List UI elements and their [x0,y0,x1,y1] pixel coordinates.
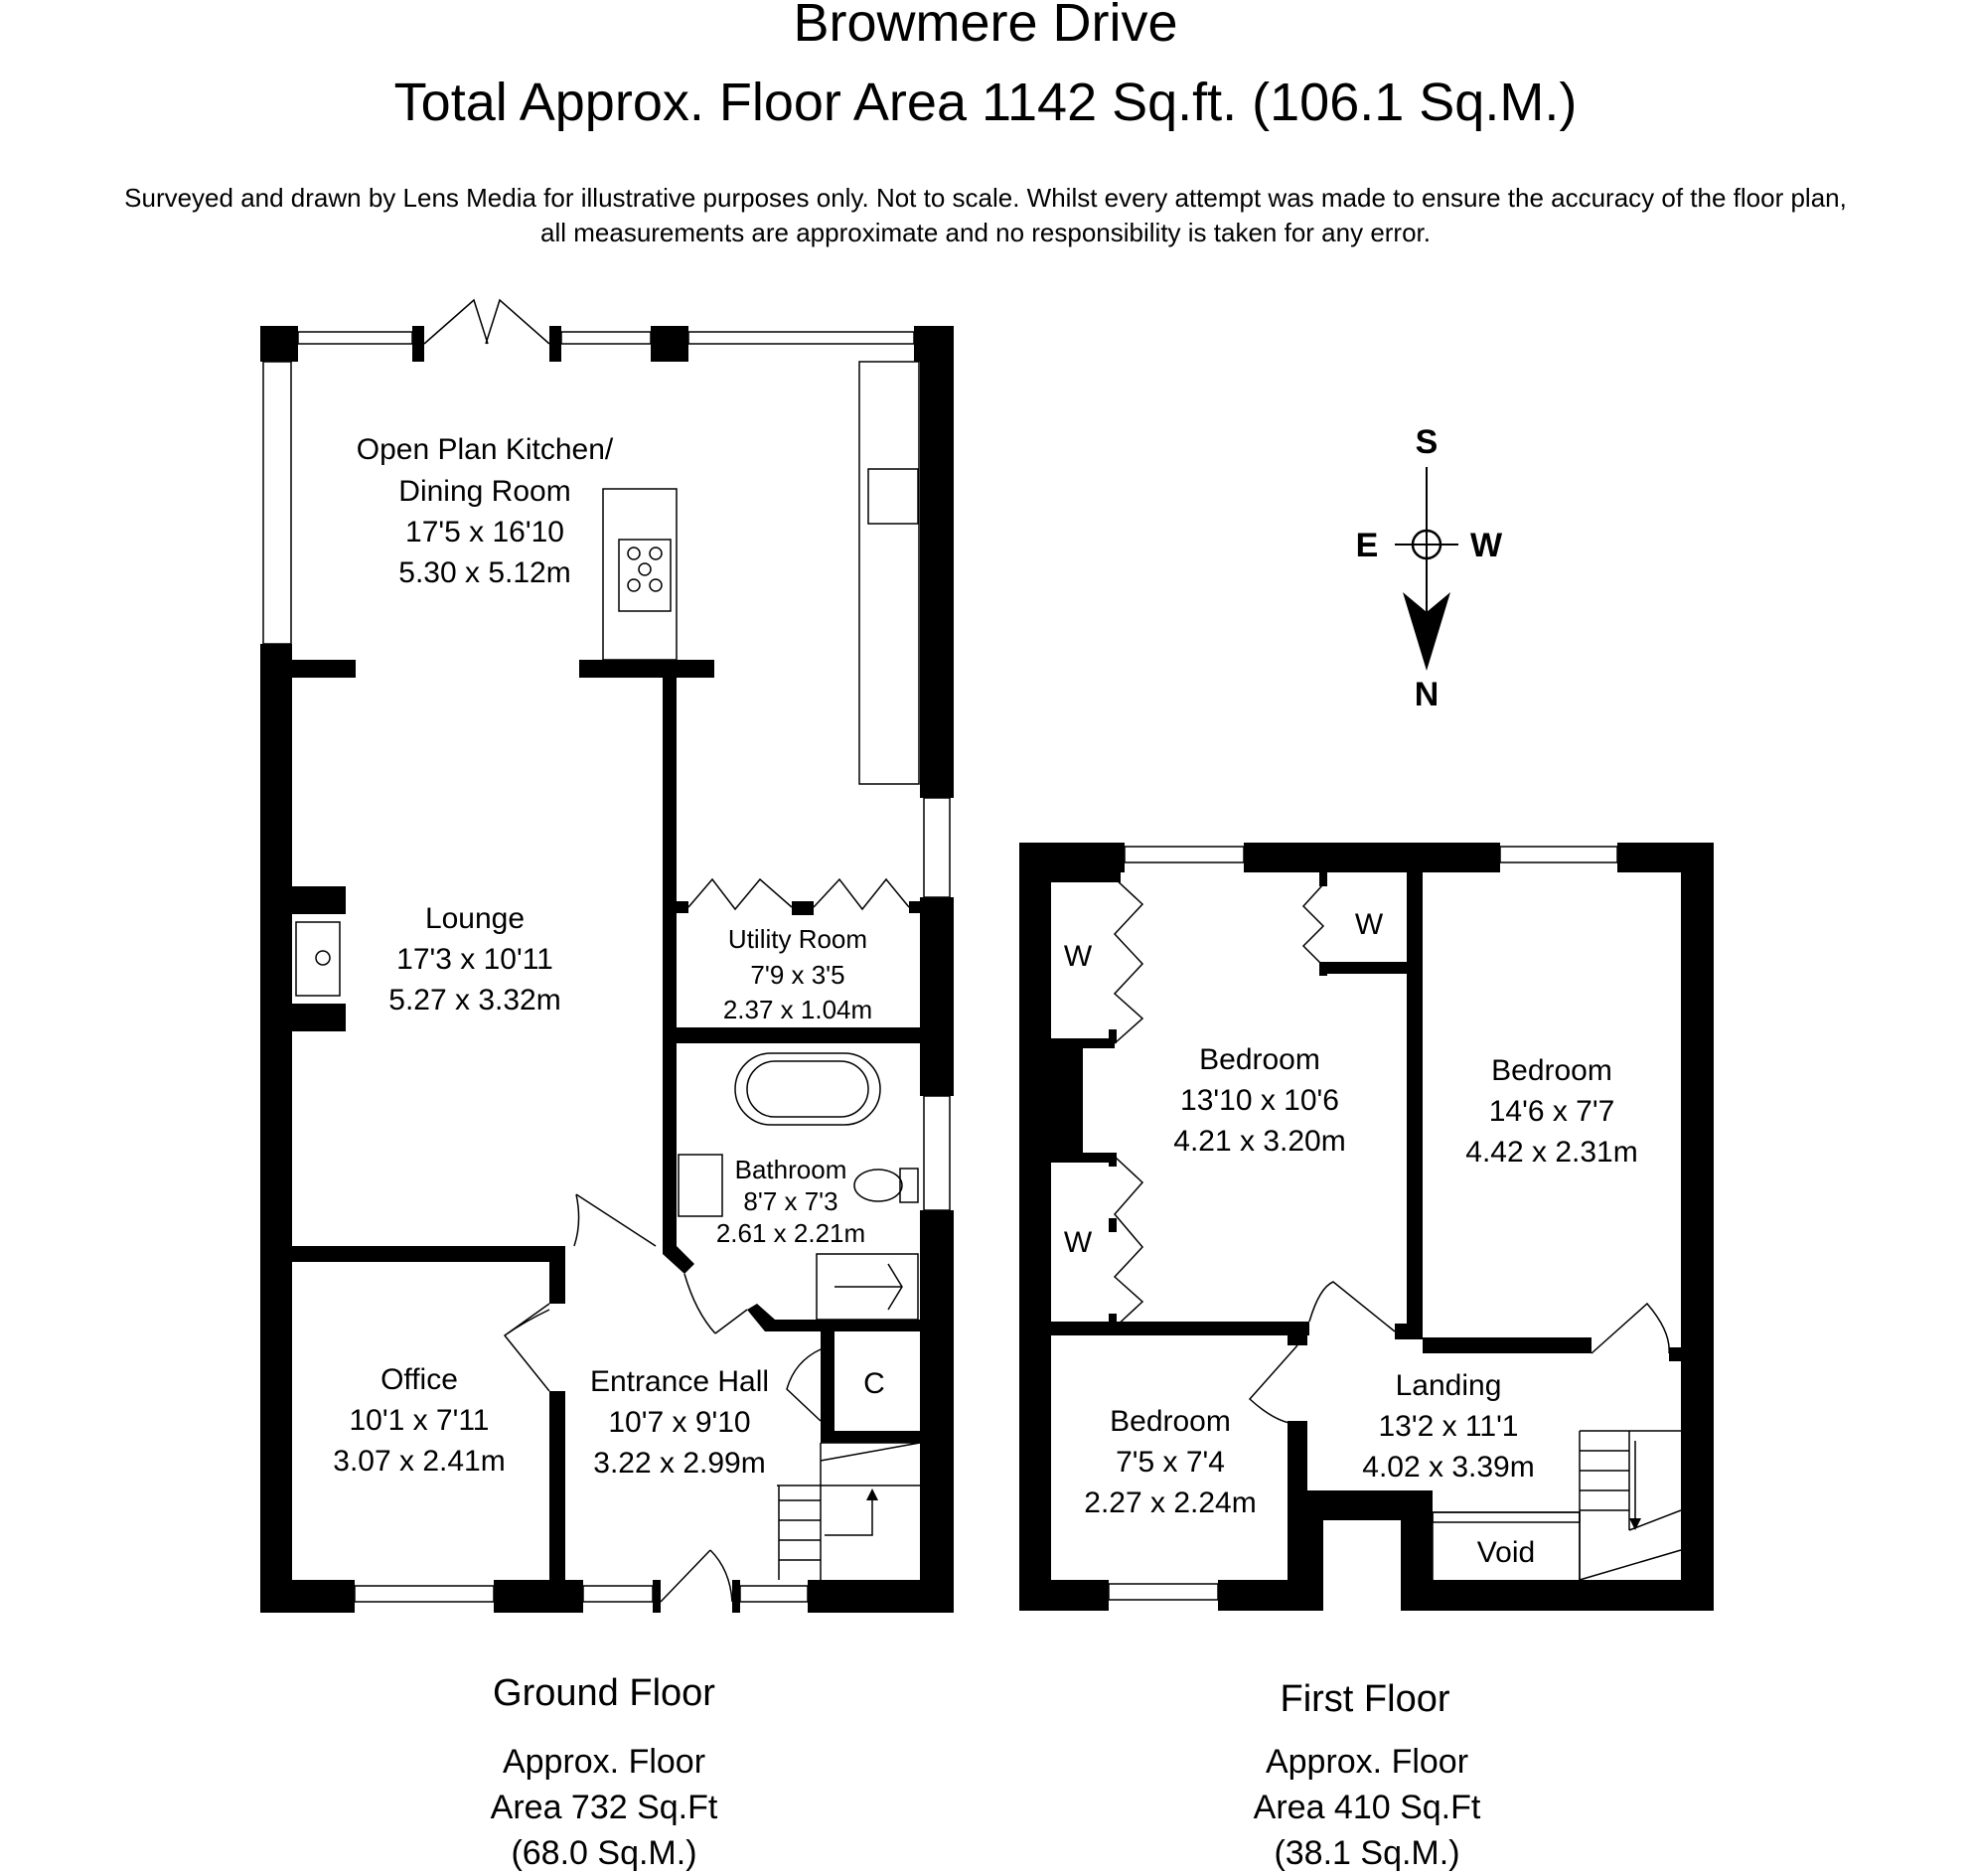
bedroom-door-swing [1592,1304,1669,1353]
wall [677,901,688,913]
ground-floor-area-line-2: Area 732 Sq.Ft [490,1789,718,1826]
wall [663,678,677,1246]
kitchen-label: Open Plan Kitchen/ [356,433,614,466]
wall [1289,1322,1309,1335]
wall [1327,962,1407,974]
wall [677,1027,920,1043]
wall [260,326,298,362]
wall [292,660,356,678]
first-floor-plan [1019,843,1714,1872]
bath-inner [747,1061,868,1117]
wall [260,644,292,1613]
wall [412,326,424,362]
wall [579,660,714,678]
bedroom-2-label: Bedroom [1491,1054,1612,1087]
fireplace-detail [316,951,330,965]
bathroom-door-swing [684,1274,747,1333]
wall [494,1580,583,1613]
wall [292,886,346,914]
staircase [1580,1431,1681,1580]
wardrobe-label: W [1063,1226,1093,1259]
front-door-swing [661,1550,732,1602]
window [924,1096,950,1210]
office-door-swing [505,1304,549,1391]
wall [1288,1335,1307,1345]
cupboard-door-swing [787,1349,821,1421]
wall [909,901,920,913]
wall [1319,872,1327,886]
lounge-metric: 5.27 x 3.32m [388,984,561,1016]
hob-ring [650,579,662,591]
wall [292,1246,552,1262]
wall [920,326,954,798]
bedroom-door-swing [1250,1345,1297,1423]
wall [651,326,688,362]
kitchen-island [603,489,677,660]
wall [653,1580,661,1613]
balustrade [1433,1512,1580,1522]
compass-west: W [1469,527,1503,564]
window [1109,1584,1218,1600]
window [298,332,412,344]
ground-floor-title: Ground Floor [493,1672,715,1714]
total-floor-area: Total Approx. Floor Area 1142 Sq.ft. (106.1 Sq.M.) [393,73,1578,132]
compass-north: N [1414,676,1440,713]
office-imperial: 10'1 x 7'11 [349,1404,490,1437]
bedroom-door-swing [1309,1282,1395,1331]
wall [821,1431,920,1443]
entrance-hall-imperial: 10'7 x 9'10 [608,1406,751,1439]
wall [1051,1048,1083,1153]
stair-arrow [825,1490,872,1535]
hob-ring [639,563,651,575]
wall [1288,1421,1307,1580]
wall [1395,1324,1423,1339]
wall [920,897,954,1096]
bathroom-label: Bathroom [734,1155,847,1184]
bedroom-1-metric: 4.21 x 3.20m [1173,1125,1346,1158]
ground-floor-area-line-3: (68.0 Sq.M.) [511,1834,697,1872]
hob-ring [628,547,640,559]
first-floor-area-line-3: (38.1 Sq.M.) [1274,1834,1460,1872]
utility-imperial: 7'9 x 3'5 [750,960,845,990]
wardrobe-label: W [1354,908,1384,941]
kitchen-worktop [859,362,919,784]
stair-arrow-head [866,1488,878,1500]
landing-imperial: 13'2 x 11'1 [1378,1410,1519,1443]
window [924,798,950,897]
wall [808,1580,954,1613]
wall [549,1391,565,1580]
window [263,362,291,644]
window [740,1586,808,1602]
first-floor-area-line-1: Approx. Floor [1265,1743,1469,1781]
wall [920,1210,954,1613]
window [355,1586,494,1602]
shower-drain-lines [834,1264,902,1310]
disclaimer-line-1: Surveyed and drawn by Lens Media for illustrative purposes only. Not to scale. Whilst every attempt was made to ensure the accuracy of the floor plan, [124,183,1847,213]
bathroom-metric: 2.61 x 2.21m [715,1218,866,1248]
cupboard-label: C [863,1367,885,1400]
wall [1307,1490,1323,1611]
wardrobe-doors [1303,884,1323,966]
entrance-hall-metric: 3.22 x 2.99m [593,1447,766,1480]
kitchen-metric: 5.30 x 5.12m [398,556,571,589]
wall [1244,843,1500,872]
fireplace [296,922,340,996]
wall [1051,872,1121,882]
staircase [777,1443,920,1580]
bedroom-3-imperial: 7'5 x 7'4 [1116,1446,1225,1479]
bathroom-imperial: 8'7 x 7'3 [743,1186,838,1216]
wardrobe-doors [1115,1157,1142,1328]
kitchen-imperial: 17'5 x 16'10 [405,516,564,548]
toilet [854,1170,902,1201]
wardrobe-doors [1115,878,1142,1043]
bedroom-3-metric: 2.27 x 2.24m [1084,1486,1257,1519]
disclaimer-line-2: all measurements are approximate and no responsibility is taken for any error. [540,218,1431,247]
wall [1051,1038,1115,1048]
wall [663,1246,694,1274]
wardrobe-label: W [1063,940,1093,973]
kitchen-sink [868,469,918,524]
wall [1109,1029,1117,1043]
first-floor-area-line-2: Area 410 Sq.Ft [1253,1789,1481,1826]
wall [732,1580,740,1613]
wall [260,1580,355,1613]
wall [1681,843,1714,1611]
bedroom-2-imperial: 14'6 x 7'7 [1488,1095,1615,1128]
hob-ring [628,579,640,591]
utility-metric: 2.37 x 1.04m [722,995,873,1024]
wall [1019,843,1051,1611]
wall [1401,1580,1714,1611]
wall [1423,1337,1592,1353]
lounge-door-swing [574,1194,656,1246]
window [1500,847,1617,862]
wall [1407,872,1423,1339]
wall [1051,1322,1309,1335]
office-label: Office [380,1363,458,1396]
ground-floor-area-line-1: Approx. Floor [502,1743,706,1781]
wall [747,1304,920,1331]
compass-east: E [1355,527,1379,564]
wall [292,1004,346,1031]
wall [1051,1153,1115,1163]
entrance-hall-label: Entrance Hall [589,1365,770,1398]
compass-south: S [1415,423,1439,461]
plan-title: Browmere Drive [793,0,1178,53]
wall [792,901,814,915]
kitchen-label-2: Dining Room [398,475,571,508]
wall [549,1246,565,1304]
ground-floor-plan [260,300,954,1872]
wall [1109,1153,1117,1167]
void-label: Void [1476,1536,1536,1569]
bedroom-3-label: Bedroom [1110,1405,1231,1438]
wall [1669,1347,1681,1361]
bedroom-1-imperial: 13'10 x 10'6 [1180,1084,1339,1117]
window [561,332,651,344]
compass-rose [1356,423,1503,713]
utility-label: Utility Room [727,924,868,954]
stair-arrow-head [1629,1518,1641,1530]
bathroom-basin [679,1155,722,1216]
wall [821,1331,834,1431]
wall [1401,1490,1433,1611]
wall [1019,1580,1109,1611]
wall [549,326,561,362]
landing-metric: 4.02 x 3.39m [1362,1451,1535,1484]
window [583,1586,653,1602]
lounge-imperial: 17'3 x 10'11 [396,943,553,976]
bedroom-1-label: Bedroom [1199,1043,1320,1076]
bath [735,1053,880,1125]
window [688,332,914,344]
window [1125,847,1244,862]
landing-label: Landing [1395,1369,1502,1402]
wall [1109,1218,1117,1232]
first-floor-title: First Floor [1280,1678,1450,1720]
lounge-label: Lounge [424,902,526,935]
office-metric: 3.07 x 2.41m [333,1445,506,1478]
bedroom-2-metric: 4.42 x 2.31m [1465,1136,1638,1169]
french-doors [424,300,549,344]
hob-ring [650,547,662,559]
